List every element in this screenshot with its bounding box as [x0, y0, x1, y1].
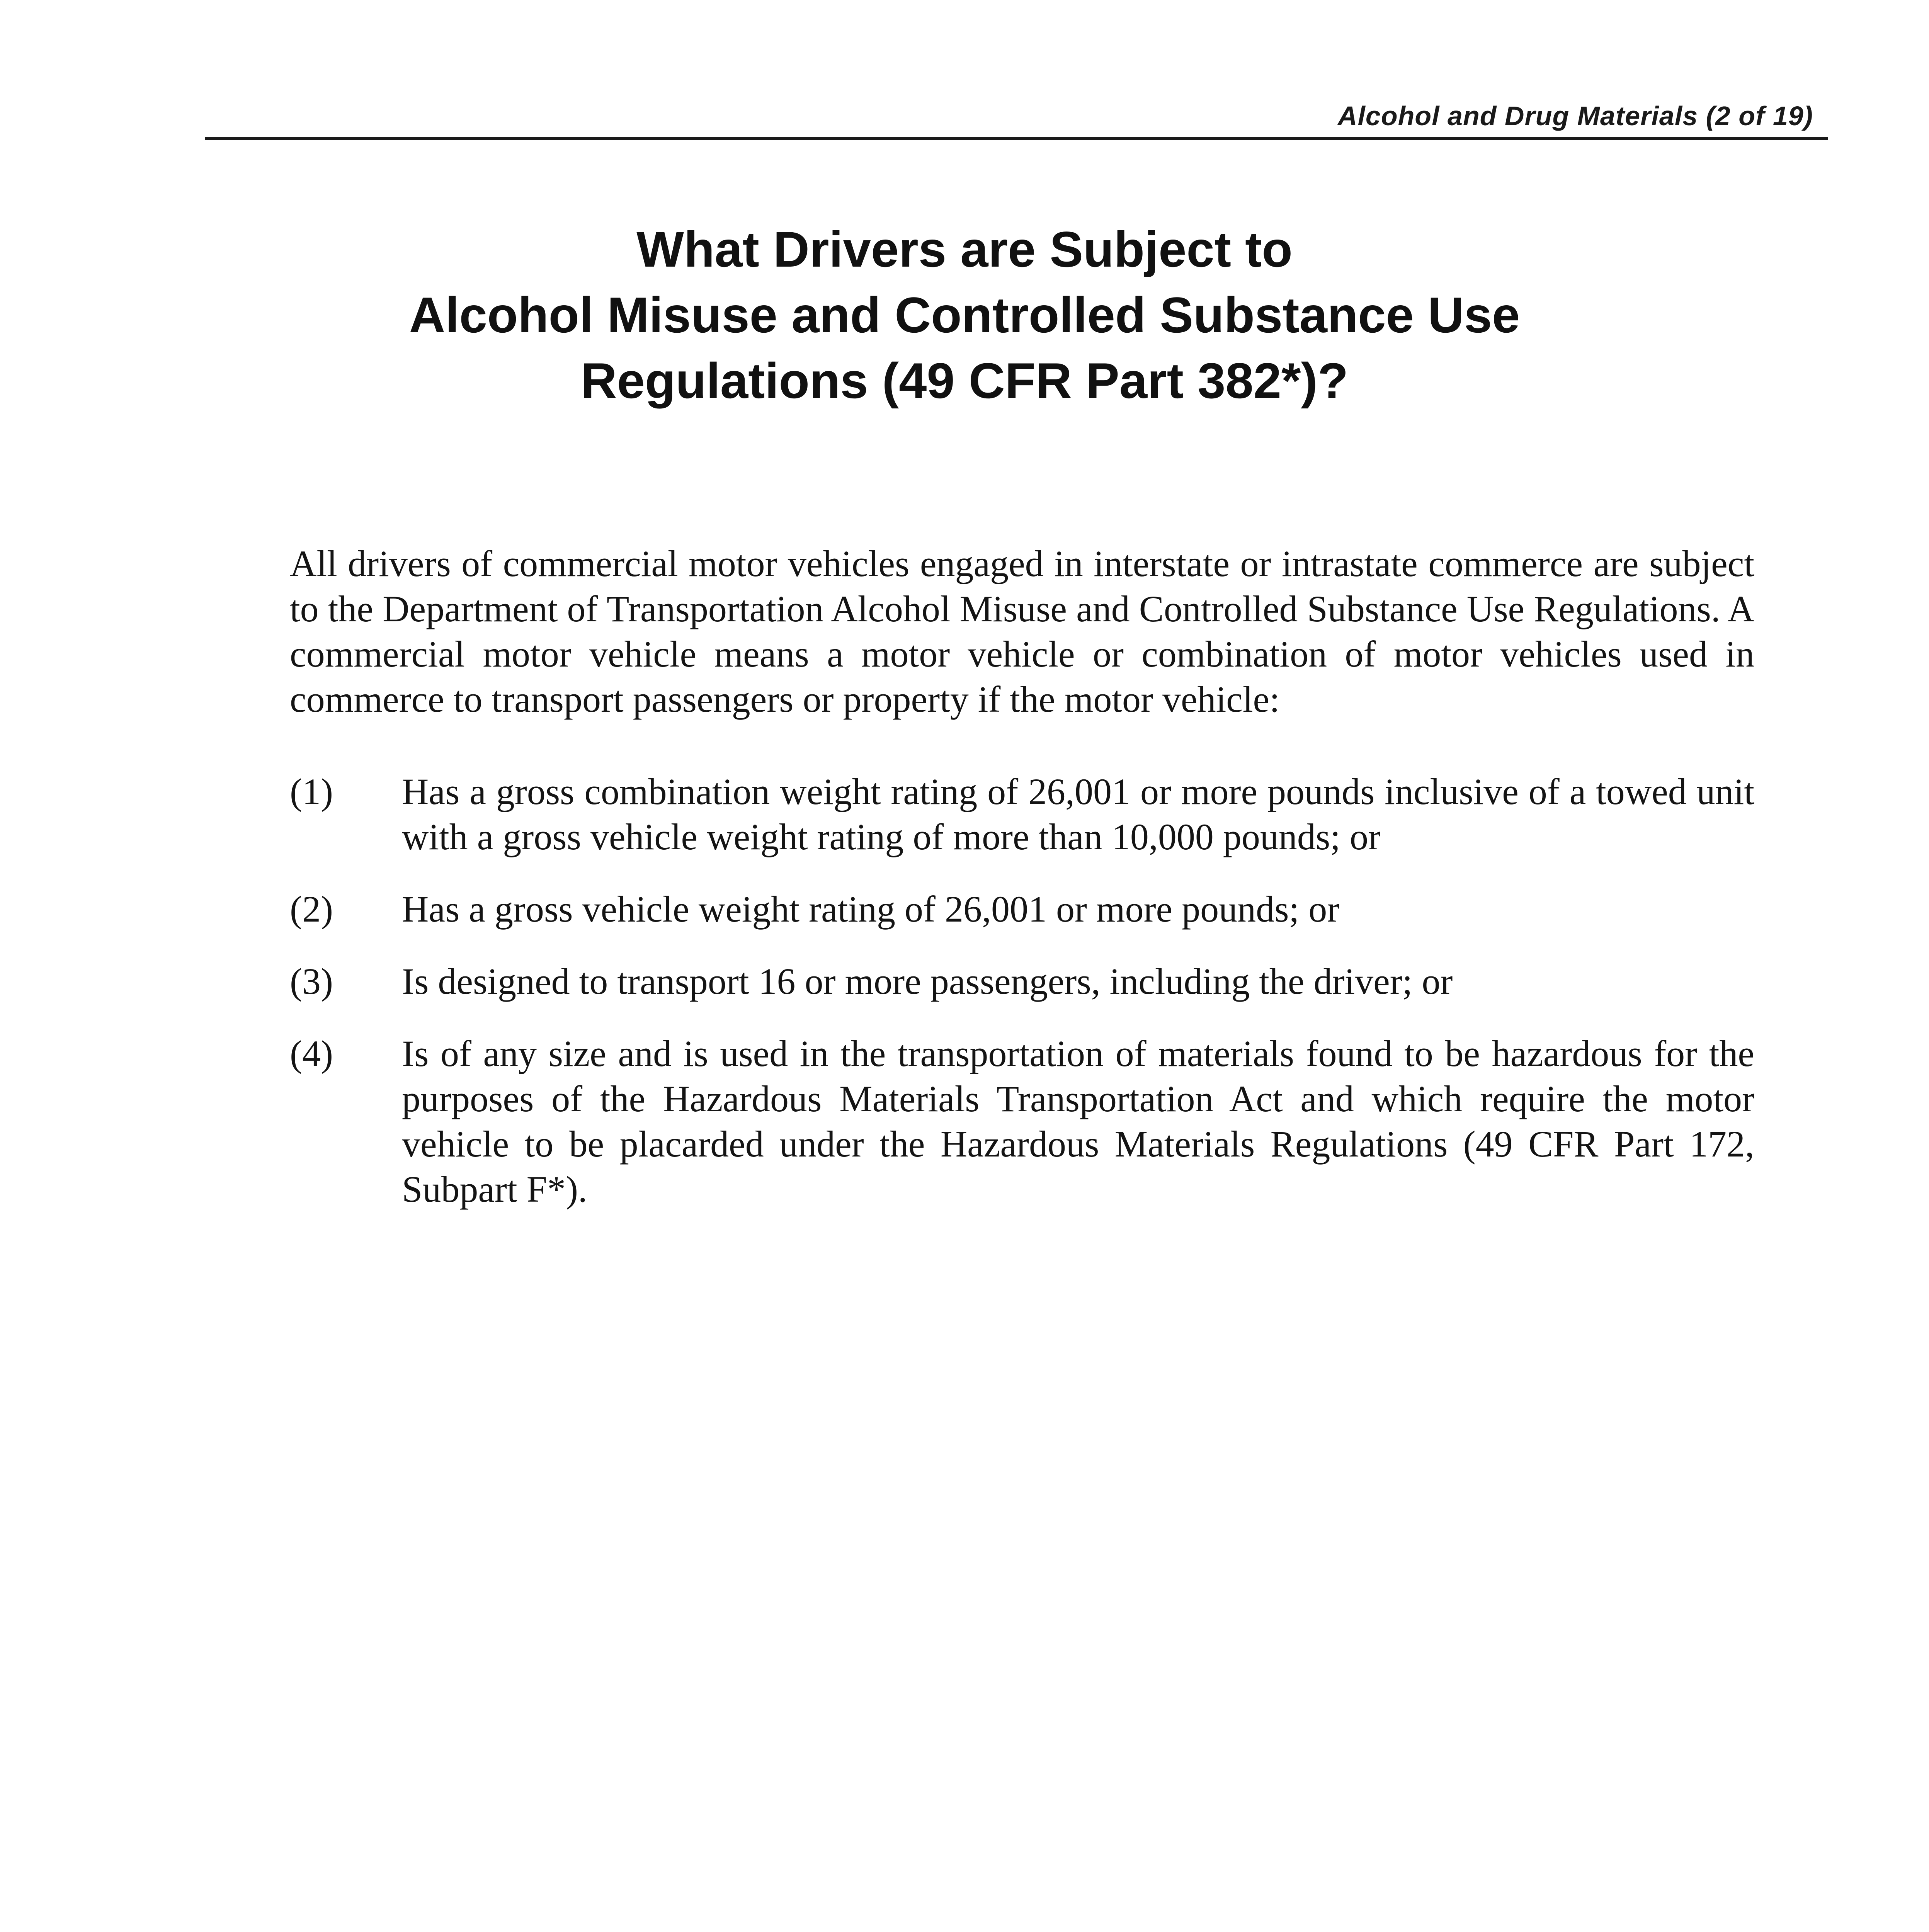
- running-header: Alcohol and Drug Materials (2 of 19): [1337, 101, 1813, 131]
- criteria-number: (4): [290, 1033, 333, 1074]
- criteria-item: [290, 959, 1754, 1004]
- title-line-1: What Drivers are Subject to: [636, 221, 1293, 277]
- title-line-3: Regulations (49 CFR Part 382*)?: [580, 352, 1349, 409]
- page-title: [0, 216, 1929, 413]
- criteria-number: (3): [290, 961, 333, 1002]
- criteria-item: [290, 886, 1754, 932]
- criteria-number: (2): [290, 888, 333, 930]
- intro-paragraph: All drivers of commercial motor vehicles engaged in interstate or intrastate commerce are subject to the Department of Transportation Alcohol Misuse and Controlled Substance Use Regulations. A commercial motor vehicle means a motor vehicle or combination of motor vehicles used in commerce to transport passengers or property if the motor vehicle:: [290, 543, 1754, 720]
- title-line-2: Alcohol Misuse and Controlled Substance Use: [409, 287, 1520, 343]
- header-rule: [205, 137, 1828, 140]
- criteria-item: [290, 769, 1754, 859]
- criteria-text: Is of any size and is used in the transportation of materials found to be hazardous for the purposes of the Hazardous Materials Transportation Act and which require the motor vehicle to be placarded under the Hazardous Materials Regulations (49 CFR Part 172, Subpart F*).: [402, 1033, 1754, 1210]
- criteria-item: [290, 1031, 1754, 1212]
- criteria-text: Has a gross combination weight rating of 26,001 or more pounds inclusive of a towed unit with a gross vehicle weight rating of more than 10,000 pounds; or: [402, 771, 1754, 857]
- criteria-text: Has a gross vehicle weight rating of 26,001 or more pounds; or: [402, 888, 1340, 930]
- criteria-text: Is designed to transport 16 or more passengers, including the driver; or: [402, 961, 1453, 1002]
- criteria-list: [290, 769, 1754, 1239]
- criteria-number: (1): [290, 771, 333, 812]
